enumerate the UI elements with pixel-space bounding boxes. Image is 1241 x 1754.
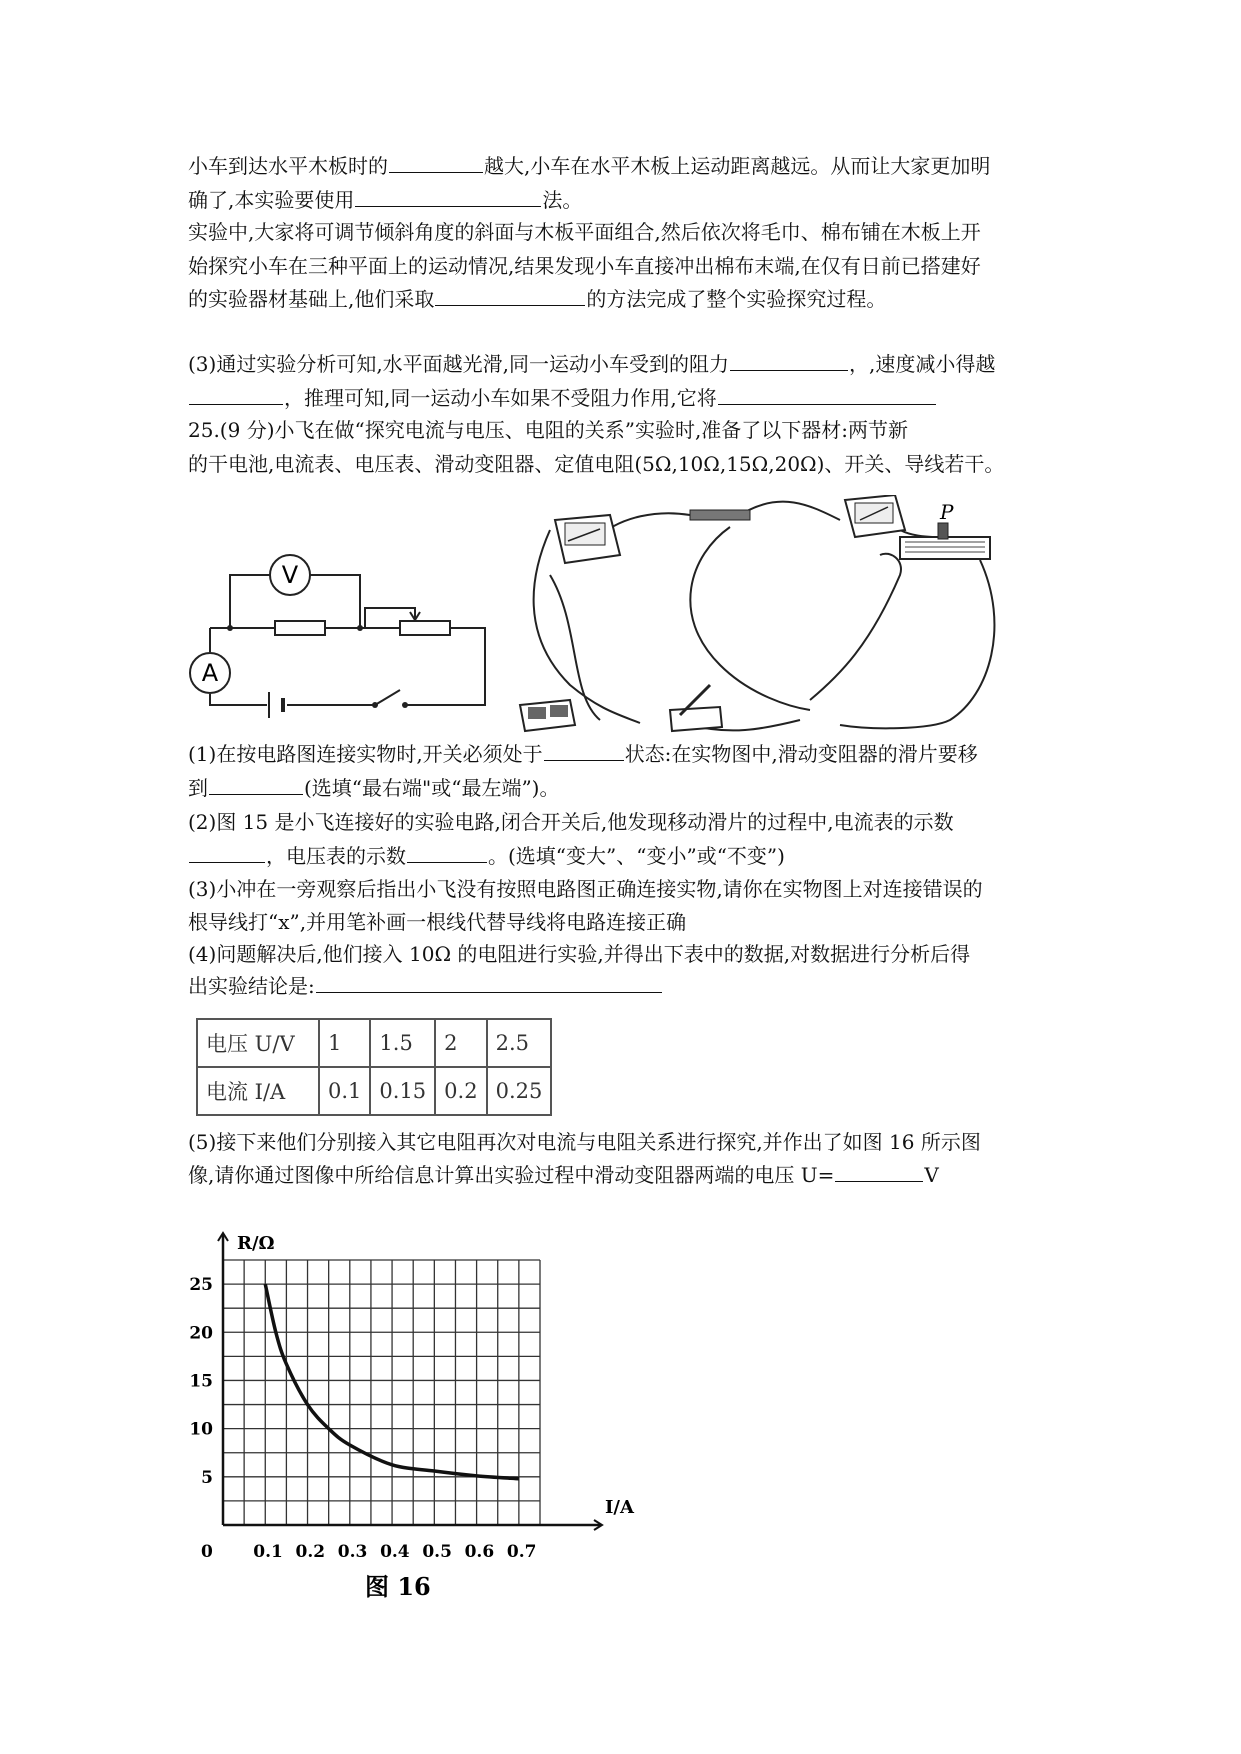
rheostat-device (900, 500, 990, 559)
voltmeter-label: V (281, 561, 299, 589)
switch-device (670, 685, 722, 731)
circuit-schematic (185, 540, 495, 725)
x-tick-label: 0.6 (464, 1542, 495, 1562)
y-axis-label: R/Ω (237, 1233, 275, 1254)
text-line-7: ，推理可知,同一运动小车如果不受阻力作用,它将 (188, 384, 937, 412)
y-tick-label: 15 (189, 1371, 213, 1392)
fixed-resistor-device (690, 510, 750, 520)
answer-blank[interactable] (544, 740, 624, 761)
text-line-1: 小车到达水平木板时的 越大,小车在水平木板上运动距离越远。从而让大家更加明 (188, 154, 991, 178)
x-tick-label: 0.4 (380, 1542, 410, 1562)
text-line-3: 实验中,大家将可调节倾斜角度的斜面与木板平面组合,然后依次将毛巾、棉布铺在木板上开 (188, 220, 981, 244)
question-2-line-2: ，电压表的示数 。(选填“变大”、“变小”或“不变”) (188, 842, 785, 870)
answer-blank[interactable] (209, 774, 303, 795)
battery-symbol (269, 692, 283, 718)
y-tick-label: 25 (189, 1275, 213, 1296)
question-5-line-1: (5)接下来他们分别接入其它电阻再次对电流与电阻关系进行探究,并作出了如图 16 所示图 (188, 1130, 981, 1154)
chart-axes (218, 1233, 602, 1530)
x-axis-label: I/A (605, 1497, 634, 1518)
text-line-6: (3)通过实验分析可知,水平面越光滑,同一运动小车受到的阻力 ，,速度减小得越 (188, 352, 996, 376)
ammeter-label: A (201, 659, 219, 687)
question-25-title: 25.(9 分)小飞在做“探究电流与电压、电阻的关系”实验时,准备了以下器材:两节新 (188, 418, 909, 442)
voltmeter-device (845, 495, 905, 537)
question-2-line-1: (2)图 15 是小飞连接好的实验电路,闭合开关后,他发现移动滑片的过程中,电流表的示数 (188, 810, 954, 834)
question-1-line-1: (1)在按电路图连接实物时,开关必须处于 状态:在实物图中,滑动变阻器的滑片要移 (188, 742, 978, 766)
x-tick-label: 0.1 (253, 1542, 283, 1562)
answer-blank[interactable] (435, 285, 585, 306)
question-4-line-2: 出实验结论是: (188, 972, 663, 1000)
text-line-9: 的干电池,电流表、电压表、滑动变阻器、定值电阻(5Ω,10Ω,15Ω,20Ω)、开关、导线若干。 (188, 452, 1005, 476)
question-4-line-1: (4)问题解决后,他们接入 10Ω 的电阻进行实验,并得出下表中的数据,对数据进行分析后得 (188, 942, 971, 966)
answer-blank[interactable] (189, 842, 265, 863)
text-line-2: 确了,本实验要使用 法。 (188, 188, 583, 212)
answer-blank[interactable] (407, 842, 487, 863)
question-3-line-2: 根导线打“x”,并用笔补画一根线代替导线将电路连接正确 (188, 910, 687, 934)
answer-blank[interactable] (189, 384, 283, 405)
text-line-4: 始探究小车在三种平面上的运动情况,结果发现小车直接冲出棉布末端,在仅有日前已搭建好 (188, 254, 981, 278)
fixed-resistor-symbol (275, 621, 325, 635)
voltage-current-table (196, 1018, 552, 1116)
question-3-line-1: (3)小冲在一旁观察后指出小飞没有按照电路图正确连接实物,请你在实物图上对连接错误的 (188, 877, 983, 901)
physical-circuit (510, 495, 1010, 735)
r-vs-i-chart (185, 1225, 665, 1610)
chart-grid (223, 1260, 540, 1525)
text-line-5: 的实验器材基础上,他们采取 的方法完成了整个实验探究过程。 (188, 287, 887, 311)
ammeter-device (555, 515, 620, 563)
answer-blank[interactable] (389, 152, 483, 173)
table-row: 电压 U/V 1 1.5 2 2.5 (197, 1019, 551, 1067)
chart-ticks (189, 1275, 536, 1562)
table-row: 电流 I/A 0.1 0.15 0.2 0.25 (197, 1067, 551, 1115)
x-tick-label: 0.5 (422, 1542, 452, 1562)
y-tick-label: 10 (189, 1419, 213, 1440)
y-tick-label: 20 (189, 1323, 213, 1344)
slider-label: P (940, 500, 954, 524)
question-1-line-2: 到 (选填“最右端"或“最左端”)。 (188, 776, 560, 800)
answer-blank[interactable] (718, 384, 936, 405)
rheostat-symbol (400, 621, 450, 635)
answer-blank[interactable] (835, 1161, 923, 1182)
answer-blank[interactable] (316, 972, 662, 993)
answer-blank[interactable] (355, 186, 541, 207)
x-tick-label: 0.3 (337, 1542, 368, 1562)
x-tick-label: 0 (201, 1542, 213, 1562)
x-tick-label: 0.2 (295, 1542, 326, 1562)
battery-device (520, 700, 575, 731)
chart-title: 图 16 (365, 1572, 431, 1601)
x-tick-label: 0.7 (506, 1542, 537, 1562)
answer-blank[interactable] (730, 350, 848, 371)
y-tick-label: 5 (201, 1467, 213, 1488)
question-5-line-2: 像,请你通过图像中所给信息计算出实验过程中滑动变阻器两端的电压 U= V (188, 1163, 939, 1187)
